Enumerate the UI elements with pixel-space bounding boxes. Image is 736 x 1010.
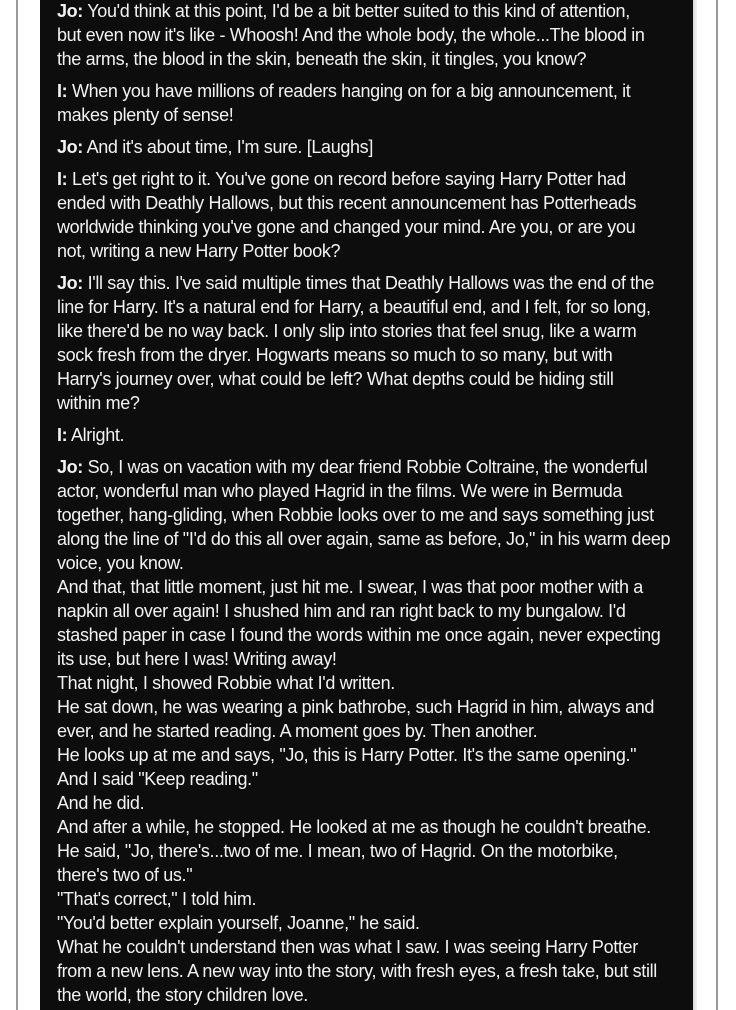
- line-text: worldwide thinking you've gone and changed your mind. Are you, or are you: [57, 217, 636, 237]
- dialogue-line: [57, 863, 683, 887]
- line-text: actor, wonderful man who played Hagrid in the films. We were in Bermuda: [57, 481, 623, 501]
- dialogue-line: [57, 623, 683, 647]
- dialogue-paragraph: [57, 455, 683, 1007]
- line-text: He sat down, he was wearing a pink bathrobe, such Hagrid in him, always and: [57, 697, 655, 717]
- line-text: not, writing a new Harry Potter book?: [57, 241, 341, 261]
- dialogue-line: [57, 911, 683, 935]
- line-text: "That's correct," I told him.: [57, 889, 257, 909]
- speaker-label: Jo:: [57, 1, 83, 21]
- speaker-label: I:: [57, 425, 68, 445]
- line-text: line for Harry. It's a natural end for Harry, a beautiful end, and I felt, for so long,: [57, 297, 651, 317]
- line-text: there's two of us.": [57, 865, 193, 885]
- dialogue-line: [57, 767, 683, 791]
- dialogue-line: [57, 367, 683, 391]
- line-text: voice, you know.: [57, 553, 184, 573]
- line-text: like there'd be no way back. I only slip into stories that feel snug, like a warm: [57, 321, 637, 341]
- line-text: That night, I showed Robbie what I'd written.: [57, 673, 395, 693]
- line-text: What he couldn't understand then was what I saw. I was seeing Harry Potter: [57, 937, 638, 957]
- line-text: makes plenty of sense!: [57, 105, 234, 125]
- dialogue-paragraph: [57, 423, 683, 447]
- dialogue-line: [57, 455, 683, 479]
- dialogue-line: [57, 135, 683, 159]
- line-text: You'd think at this point, I'd be a bit better suited to this kind of attention,: [82, 1, 630, 21]
- line-text: And he did.: [57, 793, 145, 813]
- speaker-label: Jo:: [57, 137, 83, 157]
- line-text: So, I was on vacation with my dear friend Robbie Coltraine, the wonderful: [82, 457, 648, 477]
- dialogue-paragraph: [57, 0, 683, 71]
- right-border: [716, 0, 718, 1010]
- dialogue-line: [57, 0, 683, 23]
- dialogue-line: [57, 983, 683, 1007]
- dialogue-line: [57, 503, 683, 527]
- dialogue-line: [57, 671, 683, 695]
- dialogue-paragraph: [57, 79, 683, 127]
- line-text: "You'd better explain yourself, Joanne," he said.: [57, 913, 420, 933]
- line-text: ever, and he started reading. A moment goes by. Then another.: [57, 721, 538, 741]
- dialogue-line: [57, 271, 683, 295]
- line-text: sock fresh from the dryer. Hogwarts means so much to so many, but with: [57, 345, 613, 365]
- line-text: along the line of "I'd do this all over again, same as before, Jo," in his warm deep: [57, 529, 671, 549]
- dialogue-line: [57, 839, 683, 863]
- line-text: Alright.: [67, 425, 125, 445]
- dialogue-line: [57, 423, 683, 447]
- dialogue-line: [57, 791, 683, 815]
- dialogue-line: [57, 343, 683, 367]
- dialogue-paragraph: [57, 167, 683, 263]
- line-text: the arms, the blood in the skin, beneath the skin, it tingles, you know?: [57, 49, 587, 69]
- dialogue-line: [57, 959, 683, 983]
- transcript-panel: [40, 0, 693, 1010]
- line-text: And after a while, he stopped. He looked at me as though he couldn't breathe.: [57, 817, 651, 837]
- panel-edge: [693, 0, 697, 1010]
- dialogue-paragraph: [57, 135, 683, 159]
- line-text: within me?: [57, 393, 140, 413]
- dialogue-line: [57, 575, 683, 599]
- line-text: I'll say this. I've said multiple times that Deathly Hallows was the end of the: [82, 273, 655, 293]
- line-text: stashed paper in case I found the words within me once again, never expecting: [57, 625, 661, 645]
- dialogue-line: [57, 319, 683, 343]
- line-text: And that, that little moment, just hit me. I swear, I was that poor mother with a: [57, 577, 643, 597]
- dialogue-line: [57, 815, 683, 839]
- dialogue-line: [57, 695, 683, 719]
- dialogue-line: [57, 167, 683, 191]
- dialogue-line: [57, 935, 683, 959]
- dialogue-line: [57, 47, 683, 71]
- dialogue-line: [57, 103, 683, 127]
- dialogue-line: [57, 239, 683, 263]
- speaker-label: Jo:: [57, 457, 83, 477]
- speaker-label: Jo:: [57, 273, 83, 293]
- line-text: Let's get right to it. You've gone on record before saying Harry Potter had: [67, 169, 626, 189]
- line-text: together, hang-gliding, when Robbie looks over to me and says something just: [57, 505, 654, 525]
- speaker-label: I:: [57, 169, 68, 189]
- dialogue-paragraph: [57, 271, 683, 415]
- line-text: napkin all over again! I shushed him and ran right back to my bungalow. I'd: [57, 601, 626, 621]
- line-text: but even now it's like - Whoosh! And the whole body, the whole...The blood in: [57, 25, 645, 45]
- line-text: And it's about time, I'm sure. [Laughs]: [82, 137, 373, 157]
- line-text: from a new lens. A new way into the story, with fresh eyes, a fresh take, but still: [57, 961, 657, 981]
- speaker-label: I:: [57, 81, 68, 101]
- dialogue-line: [57, 23, 683, 47]
- dialogue-line: [57, 215, 683, 239]
- dialogue-line: [57, 391, 683, 415]
- transcript-text: [57, 0, 683, 1010]
- line-text: When you have millions of readers hanging on for a big announcement, it: [67, 81, 631, 101]
- dialogue-line: [57, 79, 683, 103]
- dialogue-line: [57, 479, 683, 503]
- line-text: its use, but here I was! Writing away!: [57, 649, 337, 669]
- line-text: Harry's journey over, what could be left? What depths could be hiding still: [57, 369, 614, 389]
- dialogue-line: [57, 295, 683, 319]
- line-text: And I said "Keep reading.": [57, 769, 258, 789]
- line-text: the world, the story children love.: [57, 985, 308, 1005]
- line-text: He said, "Jo, there's...two of me. I mean, two of Hagrid. On the motorbike,: [57, 841, 618, 861]
- dialogue-line: [57, 551, 683, 575]
- dialogue-line: [57, 887, 683, 911]
- dialogue-line: [57, 719, 683, 743]
- dialogue-line: [57, 527, 683, 551]
- dialogue-line: [57, 191, 683, 215]
- line-text: ended with Deathly Hallows, but this recent announcement has Potterheads: [57, 193, 637, 213]
- line-text: He looks up at me and says, "Jo, this is Harry Potter. It's the same opening.": [57, 745, 637, 765]
- dialogue-line: [57, 647, 683, 671]
- dialogue-line: [57, 599, 683, 623]
- dialogue-line: [57, 743, 683, 767]
- left-border: [16, 0, 18, 1010]
